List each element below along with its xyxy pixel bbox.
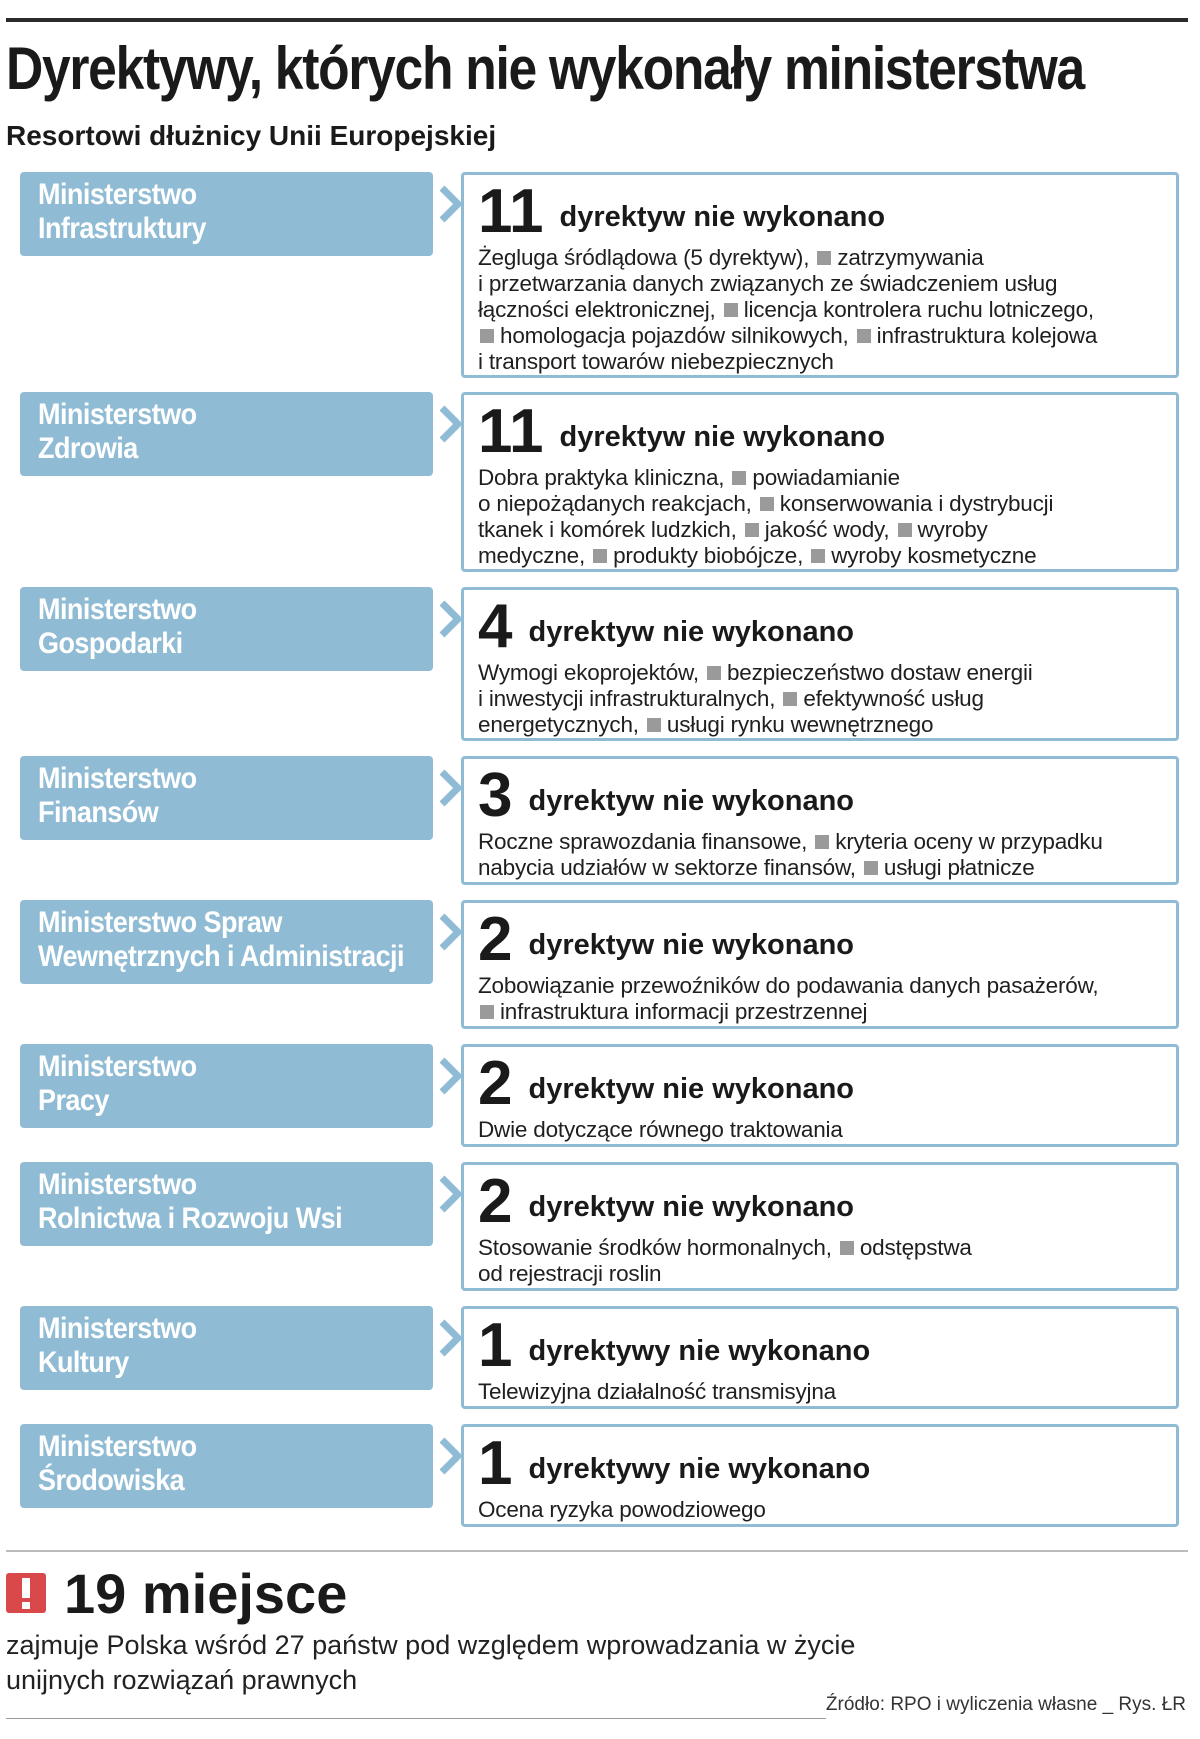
description-text: wyroby kosmetyczne [831, 543, 1037, 568]
description-text: usługi rynku wewnętrznego [666, 712, 934, 737]
bullet-square-icon [857, 329, 871, 343]
ministry-row [20, 1044, 1180, 1147]
description-text: jakość wody, [764, 517, 890, 542]
description-line [478, 465, 1164, 491]
ministry-row [20, 1424, 1180, 1527]
description-text: usługi płatnicze [883, 855, 1035, 880]
directive-card-header [478, 907, 1164, 973]
ministry-name-line: Ministerstwo [38, 1168, 197, 1201]
description-text: wyroby [917, 517, 988, 542]
description-text: Żegluga śródlądowa (5 dyrektyw), [478, 245, 810, 270]
description-text: kryteria oceny w przypadku [835, 829, 1103, 854]
bullet-square-icon [593, 549, 607, 563]
description-text: i transport towarów niebezpiecznych [478, 349, 834, 374]
directive-description [478, 829, 1164, 881]
ministry-label [20, 392, 433, 476]
ministry-label [20, 1306, 433, 1390]
directive-headline: dyrektywy nie wykonano [528, 1335, 871, 1367]
ministry-row [20, 900, 1180, 1029]
ministry-label [20, 900, 433, 984]
ministry-name-line: Infrastruktury [38, 212, 206, 245]
ministry-name-line: Ministerstwo [38, 593, 197, 626]
ministry-row [20, 1306, 1180, 1409]
ministry-label [20, 1424, 433, 1508]
description-line [478, 1261, 1164, 1287]
description-line [478, 686, 1164, 712]
directive-description [478, 1497, 1164, 1523]
description-line [478, 1117, 1164, 1143]
description-text: tkanek i komórek ludzkich, [478, 517, 737, 542]
directive-description [478, 1379, 1164, 1405]
description-line [478, 349, 1164, 375]
description-text: efektywność usług [803, 686, 984, 711]
description-text: infrastruktura informacji przestrzennej [500, 999, 868, 1024]
ministry-name-line: Rolnictwa i Rozwoju Wsi [38, 1202, 343, 1235]
bullet-square-icon [811, 549, 825, 563]
source-note: Źródło: RPO i wyliczenia własne _ Rys. ŁR [825, 1694, 1186, 1715]
directive-description [478, 1117, 1164, 1143]
directive-card [461, 900, 1179, 1029]
bullet-square-icon [760, 497, 774, 511]
description-line [478, 999, 1164, 1025]
directive-headline: dyrektyw nie wykonano [528, 1073, 855, 1105]
description-text: odstępstwa [859, 1235, 972, 1260]
bullet-square-icon [480, 1005, 494, 1019]
bullet-square-icon [480, 329, 494, 343]
directive-description [478, 1235, 1164, 1287]
description-line [478, 297, 1164, 323]
ministry-name-line: Pracy [38, 1084, 109, 1117]
bullet-square-icon [647, 718, 661, 732]
description-line [478, 712, 1164, 738]
ministry-row [20, 392, 1180, 572]
description-text: od rejestracji roslin [478, 1261, 662, 1286]
description-text: konserwowania i dystrybucji [779, 491, 1054, 516]
description-line [478, 1497, 1164, 1523]
stat-headline: 19 miejsce [64, 1562, 348, 1625]
ministry-row [20, 756, 1180, 885]
description-text: bezpieczeństwo dostaw energii [726, 660, 1033, 685]
description-line [478, 1379, 1164, 1405]
ministry-name-line: Ministerstwo [38, 1050, 197, 1083]
directive-count: 11 [478, 397, 544, 466]
directive-card [461, 1424, 1179, 1527]
top-rule [6, 18, 1188, 22]
stat-text-line: unijnych rozwiązań prawnych [6, 1665, 358, 1695]
stat-text-line: zajmuje Polska wśród 27 państw pod względem wprowadzania w życie [6, 1630, 856, 1660]
directive-headline: dyrektyw nie wykonano [559, 421, 886, 453]
description-text: Zobowiązanie przewoźników do podawania danych pasażerów, [478, 973, 1099, 998]
description-text: energetycznych, [478, 712, 639, 737]
description-line [478, 271, 1164, 297]
ministry-name-line: Kultury [38, 1346, 129, 1379]
description-text: łączności elektronicznej, [478, 297, 716, 322]
directive-card-header [478, 1431, 1164, 1497]
source-rule [6, 1718, 826, 1719]
description-text: medyczne, [478, 543, 585, 568]
ministry-row [20, 1162, 1180, 1291]
description-line [478, 491, 1164, 517]
bullet-square-icon [707, 666, 721, 680]
directive-card [461, 1306, 1179, 1409]
description-text: powiadamianie [752, 465, 900, 490]
directive-count: 2 [478, 1167, 513, 1236]
ministry-name-line: Ministerstwo [38, 398, 197, 431]
bullet-square-icon [817, 251, 831, 265]
ministry-name-line: Ministerstwo [38, 178, 197, 211]
description-line [478, 660, 1164, 686]
description-text: infrastruktura kolejowa [876, 323, 1098, 348]
bullet-square-icon [815, 835, 829, 849]
description-text: Dwie dotyczące równego traktowania [478, 1117, 843, 1142]
directive-headline: dyrektyw nie wykonano [528, 785, 855, 817]
ministry-name-line: Ministerstwo Spraw [38, 906, 282, 939]
bullet-square-icon [745, 523, 759, 537]
directive-description [478, 973, 1164, 1025]
description-text: homologacja pojazdów silnikowych, [500, 323, 849, 348]
directive-count: 1 [478, 1429, 513, 1498]
ministry-row [20, 172, 1180, 378]
bullet-square-icon [864, 861, 878, 875]
directive-headline: dyrektyw nie wykonano [528, 1191, 855, 1223]
description-text: Wymogi ekoprojektów, [478, 660, 699, 685]
page-title: Dyrektywy, których nie wykonały ministerstwa [6, 35, 1084, 102]
ministry-name-line: Wewnętrznych i Administracji [38, 940, 404, 973]
ministry-name-line: Ministerstwo [38, 762, 197, 795]
directive-description [478, 660, 1164, 738]
description-line [478, 517, 1164, 543]
directive-headline: dyrektyw nie wykonano [559, 201, 886, 233]
stat-text [6, 1628, 855, 1698]
directive-card-header [478, 179, 1164, 245]
ministry-name-line: Finansów [38, 796, 159, 829]
directive-card [461, 1044, 1179, 1147]
bullet-square-icon [898, 523, 912, 537]
description-text: i inwestycji infrastrukturalnych, [478, 686, 776, 711]
directive-card-header [478, 1051, 1164, 1117]
ministry-label [20, 1162, 433, 1246]
description-text: Telewizyjna działalność transmisyjna [478, 1379, 836, 1404]
description-line [478, 323, 1164, 349]
ministry-label [20, 756, 433, 840]
ministry-label [20, 1044, 433, 1128]
directive-card-header [478, 594, 1164, 660]
ministry-label [20, 172, 433, 256]
bullet-square-icon [724, 303, 738, 317]
ministry-row [20, 587, 1180, 741]
description-text: licencja kontrolera ruchu lotniczego, [743, 297, 1094, 322]
description-line [478, 973, 1164, 999]
directive-description [478, 245, 1164, 375]
directive-card [461, 392, 1179, 572]
ministry-name-line: Środowiska [38, 1464, 185, 1497]
directive-count: 4 [478, 592, 513, 661]
description-text: nabycia udziałów w sektorze finansów, [478, 855, 856, 880]
directive-card [461, 756, 1179, 885]
directive-headline: dyrektyw nie wykonano [528, 616, 855, 648]
bottom-rule [6, 1550, 1188, 1552]
bullet-square-icon [840, 1241, 854, 1255]
directive-card-header [478, 1313, 1164, 1379]
directive-card [461, 1162, 1179, 1291]
description-text: i przetwarzania danych związanych ze świadczeniem usług [478, 271, 1058, 296]
description-text: zatrzymywania [837, 245, 984, 270]
description-line [478, 245, 1164, 271]
ministry-name-line: Ministerstwo [38, 1430, 197, 1463]
directive-card [461, 587, 1179, 741]
description-text: produkty biobójcze, [613, 543, 804, 568]
description-text: Ocena ryzyka powodziowego [478, 1497, 766, 1522]
description-text: Roczne sprawozdania finansowe, [478, 829, 808, 854]
ministry-name-line: Zdrowia [38, 432, 138, 465]
description-text: Stosowanie środków hormonalnych, [478, 1235, 832, 1260]
ministry-label [20, 587, 433, 671]
directive-card-header [478, 1169, 1164, 1235]
ministry-name-line: Gospodarki [38, 627, 183, 660]
description-text: Dobra praktyka kliniczna, [478, 465, 725, 490]
bullet-square-icon [783, 692, 797, 706]
directive-card-header [478, 399, 1164, 465]
description-line [478, 855, 1164, 881]
directive-count: 2 [478, 905, 513, 974]
bullet-square-icon [732, 471, 746, 485]
exclamation-icon [6, 1573, 46, 1613]
directive-headline: dyrektyw nie wykonano [528, 929, 855, 961]
directive-description [478, 465, 1164, 569]
directive-count: 11 [478, 177, 544, 246]
description-line [478, 1235, 1164, 1261]
directive-headline: dyrektywy nie wykonano [528, 1453, 871, 1485]
description-line [478, 829, 1164, 855]
directive-count: 1 [478, 1311, 513, 1380]
description-line [478, 543, 1164, 569]
directive-card-header [478, 763, 1164, 829]
page-subtitle: Resortowi dłużnicy Unii Europejskiej [6, 120, 497, 151]
ministry-name-line: Ministerstwo [38, 1312, 197, 1345]
description-text: o niepożądanych reakcjach, [478, 491, 752, 516]
directive-count: 3 [478, 761, 513, 830]
directive-card [461, 172, 1179, 378]
directive-count: 2 [478, 1049, 513, 1118]
